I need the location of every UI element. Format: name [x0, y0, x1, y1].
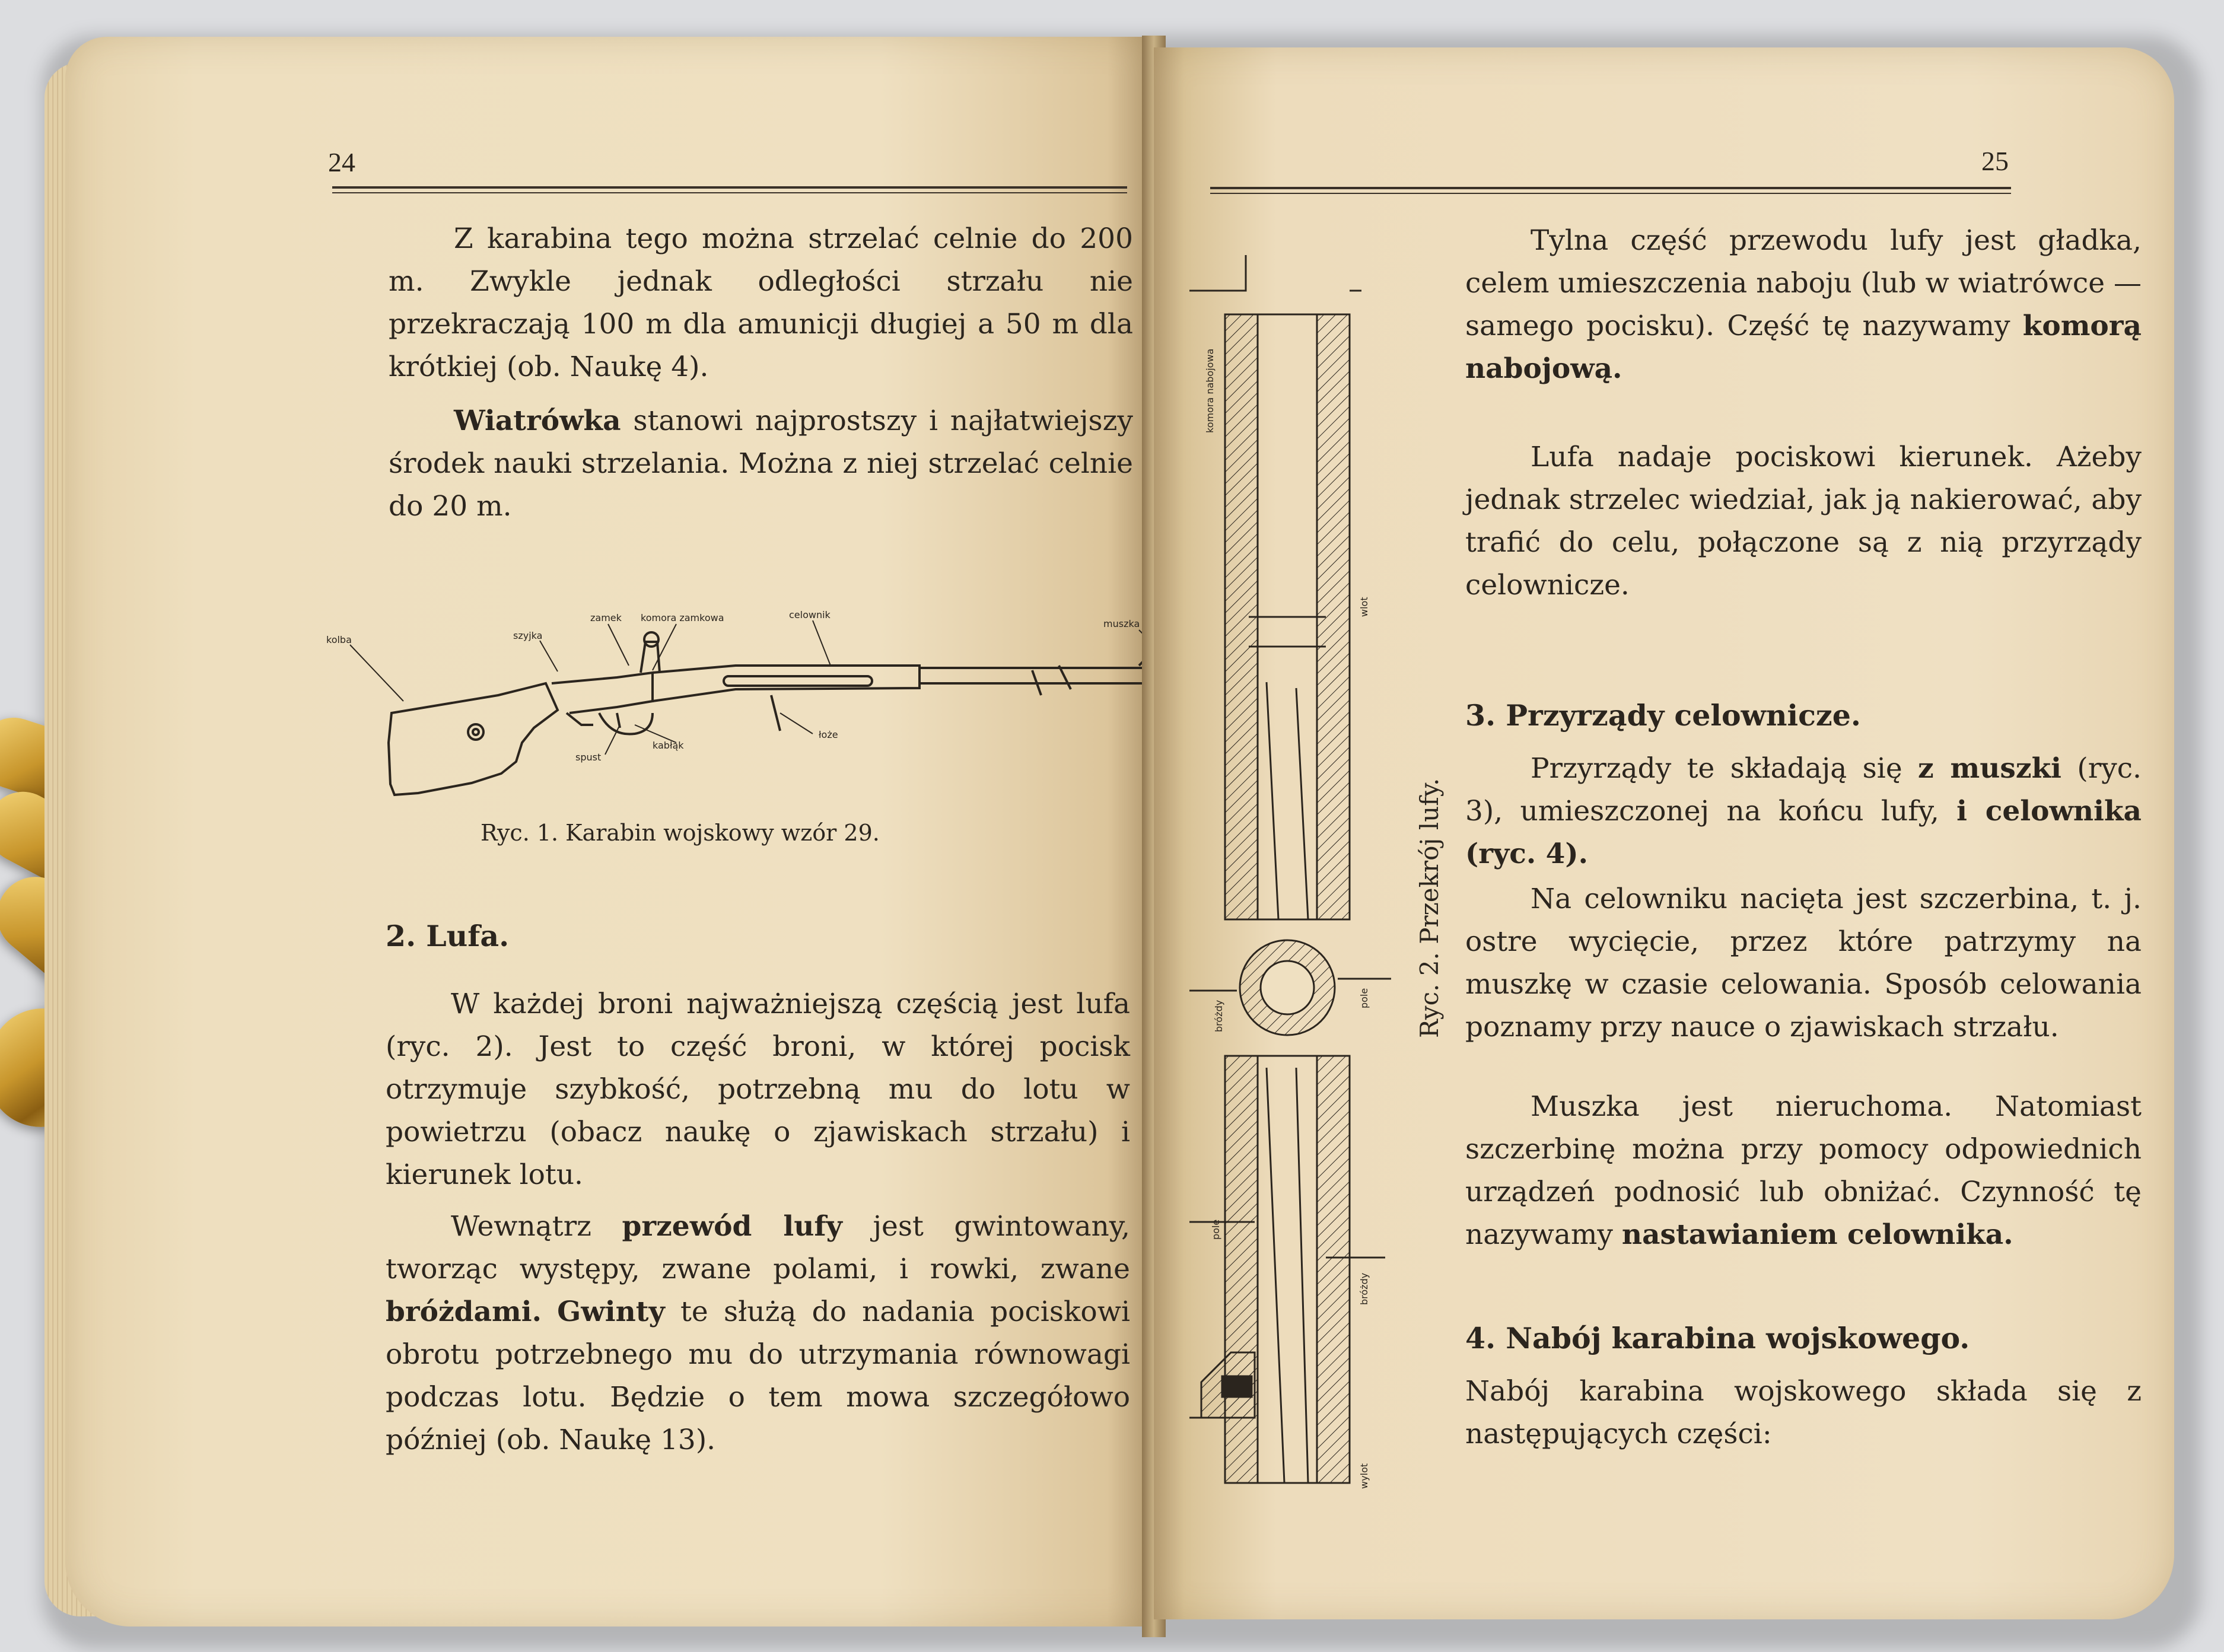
stock-disc	[468, 724, 483, 740]
barrel-label: bróżdy	[1213, 1000, 1224, 1032]
bold-term: bróżdami.	[386, 1296, 542, 1328]
paragraph	[1465, 1086, 2142, 1256]
bold-term: i celownika (ryc. 4).	[1465, 795, 2142, 870]
bold-term: z muszki	[1918, 752, 2061, 785]
paragraph-text: Z karabina tego można strzelać celnie do 200 m. Zwykle jednak odległości strzału nie przekraczają 100 m dla amunicji długiej a 50 m dla krótkiej (ob. Naukę 4).	[389, 222, 1133, 383]
rifle-label: kabłąk	[653, 740, 684, 751]
barrel-wall	[1317, 1056, 1350, 1483]
bold-term: Wiatrówka	[454, 405, 621, 437]
paragraph	[1465, 219, 2142, 390]
paragraph-text: te służą do nadania pociskowi obrotu potrzebnego mu do utrzymania równowagi podczas lotu. Będzie o tem mowa szczegółowo później (ob. Naukę 13).	[386, 1296, 1130, 1456]
barrel-label: pole	[1210, 1219, 1221, 1240]
barrel-label: wylot	[1358, 1463, 1370, 1489]
rifle-label: szyjka	[513, 630, 543, 641]
paragraph	[1465, 1370, 2142, 1456]
section-title: 2. Lufa.	[386, 919, 510, 953]
paragraph	[1465, 878, 2142, 1049]
rifle-receiver	[552, 673, 653, 713]
rifle-slot	[724, 676, 872, 686]
paragraph-text	[1465, 747, 2142, 876]
rifle-label: muszka	[1103, 618, 1140, 629]
barrel-label: pole	[1358, 988, 1370, 1008]
paragraph	[1465, 747, 2142, 876]
header-rule	[1210, 187, 2011, 189]
bold-term: przewód lufy	[622, 1210, 842, 1243]
paragraph	[1465, 436, 2142, 607]
bold-term: komorą nabojową.	[1465, 310, 2142, 385]
paragraph-text: Na celowniku nacięta jest szczerbina, t. j. ostre wycięcie, przez które patrzymy na muszkę w czasie celowania. Sposób celowania poznamy przy nauce o zjawiskach strzału.	[1465, 883, 2142, 1043]
barrel-label: wlot	[1358, 597, 1370, 617]
paragraph-text	[389, 400, 1133, 528]
paragraph	[389, 218, 1133, 389]
rifle-label: celownik	[789, 609, 831, 620]
barrel-label: komora nabojowa	[1204, 348, 1216, 433]
paragraph-text: W każdej broni najważniejszą częścią jest lufa (ryc. 2). Jest to część broni, w której pocisk otrzymuje szybkość, potrzebną mu do lotu w powietrzu (obacz naukę o zjawiskach strzału) i kierunek lotu.	[386, 988, 1130, 1191]
rifle-label: komora zamkowa	[641, 612, 724, 623]
paragraph-text: (ryc. 3), umieszczonej na końcu lufy,	[1465, 752, 2142, 827]
paragraph-text: Lufa nadaje pociskowi kierunek. Ażeby jednak strzelec wiedział, jak ją nakierować, aby trafić do celu, połączone są z nią przyrządy celownicze.	[1465, 441, 2142, 601]
rifle-label: łoże	[819, 729, 838, 740]
section-title: 4. Nabój karabina wojskowego.	[1465, 1321, 1970, 1355]
paragraph-text	[386, 1205, 1130, 1462]
rifle-label: zamek	[590, 612, 622, 623]
figure-caption: Ryc. 2. Przekrój lufy.	[1415, 778, 1444, 1038]
page-number: 25	[1981, 146, 2009, 176]
paragraph	[386, 983, 1130, 1196]
paragraph-text	[1465, 219, 2142, 390]
left-page	[65, 37, 1151, 1626]
paragraph-text	[1465, 1086, 2142, 1256]
header-rule	[332, 192, 1127, 193]
header-rule	[1210, 193, 2011, 194]
rifle-handguard	[653, 666, 919, 701]
paragraph-text: stanowi najprostszy i najłatwiejszy środek nauki strzelania. Można z niej strzelać celnie do 20 m.	[389, 405, 1133, 523]
bold-term: nastawianiem celownika.	[1621, 1218, 2013, 1251]
paragraph-text: Przyrządy te składają się	[1531, 752, 1918, 785]
rifle-label: kolba	[326, 634, 352, 645]
paragraph-text: Wewnątrz	[451, 1210, 622, 1243]
barrel-label: bróżdy	[1358, 1272, 1370, 1305]
paragraph	[389, 400, 1133, 528]
paragraph-text: Nabój karabina wojskowego składa się z następujących części:	[1465, 1375, 2142, 1450]
paragraph	[386, 1205, 1130, 1462]
barrel-wall	[1225, 1056, 1258, 1483]
header-rule	[332, 186, 1127, 189]
section-title: 3. Przyrządy celownicze.	[1465, 698, 1861, 733]
bold-term: Gwinty	[557, 1296, 665, 1328]
paragraph-text: jest gwintowany, tworząc występy, zwane polami, i rowki, zwane	[386, 1210, 1130, 1285]
paragraph-text	[542, 1296, 557, 1328]
barrel-section-figure	[1189, 237, 1391, 1530]
rifle-label: spust	[575, 752, 602, 763]
paragraph-text: Muszka jest nieruchoma. Natomiast szczerbinę można przy pomocy odpowiednich urządzeń podnosić lub obniżać. Czynność tę nazywamy	[1465, 1090, 2142, 1251]
figure-caption: Ryc. 1. Karabin wojskowy wzór 29.	[481, 820, 880, 846]
page-number: 24	[328, 147, 355, 177]
paragraph-text: Tylna część przewodu lufy jest gładka, celem umieszczenia naboju (lub w wiatrówce — samego pocisku). Część tę nazywamy	[1465, 224, 2142, 342]
rifle-figure	[320, 606, 1198, 808]
right-page	[1154, 47, 2174, 1619]
rifle-trigger-guard	[599, 713, 653, 734]
